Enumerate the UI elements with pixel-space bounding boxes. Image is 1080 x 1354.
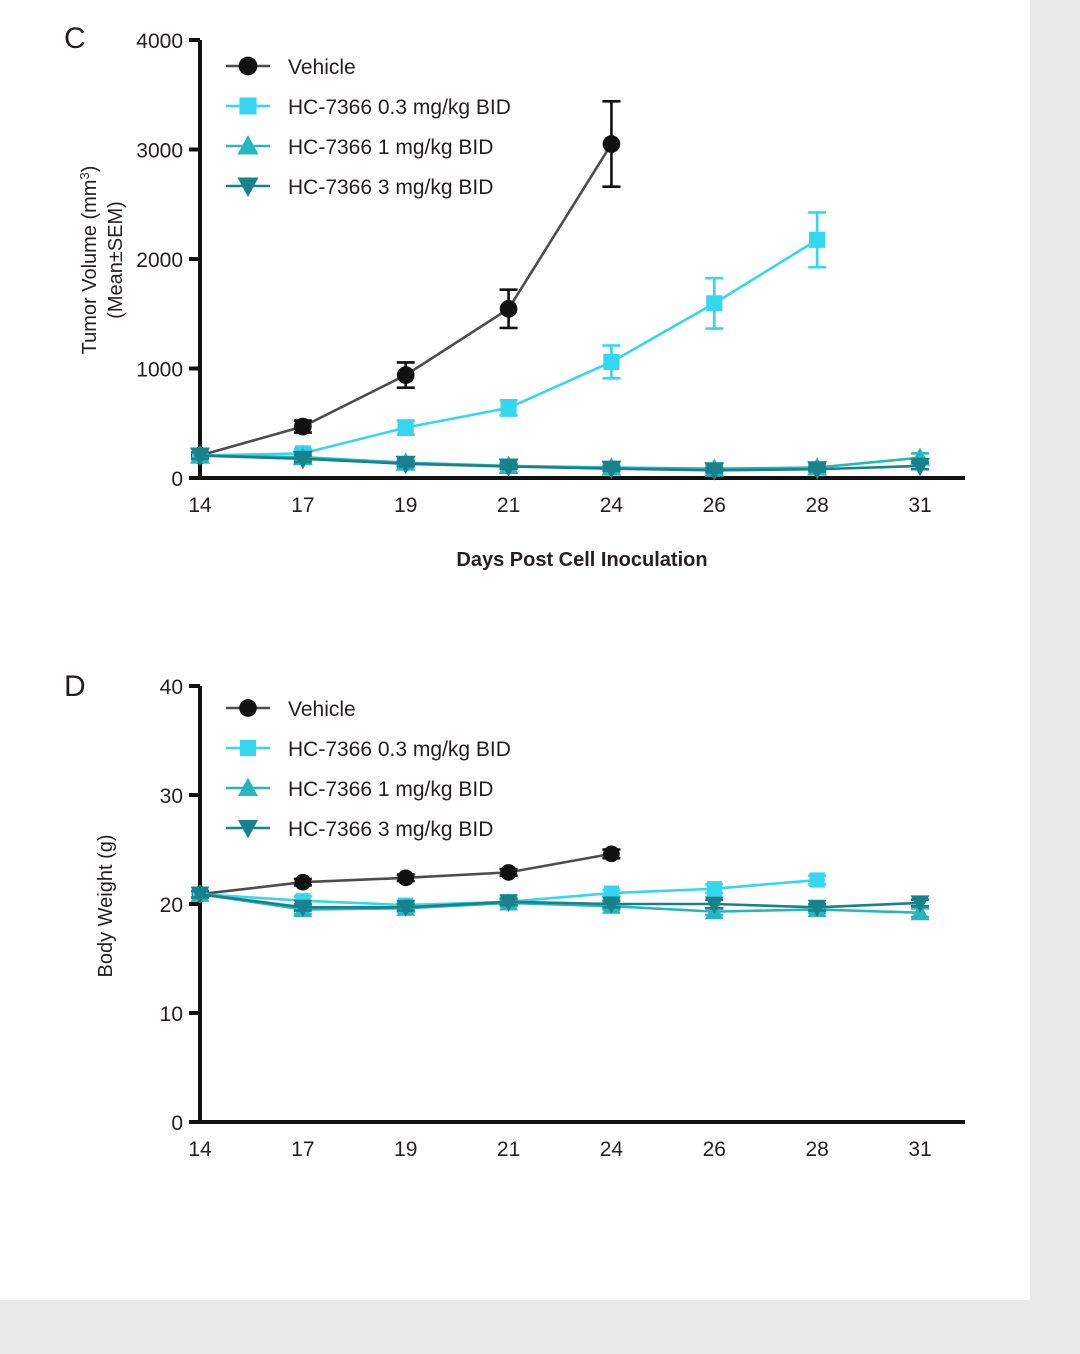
data-point-marker (239, 699, 257, 717)
data-point-marker (500, 400, 516, 416)
data-point-marker (294, 418, 312, 436)
y-tick-label: 0 (171, 468, 183, 491)
x-tick-label: 21 (496, 494, 521, 517)
x-tick-label: 28 (805, 494, 829, 517)
x-tick-label: 14 (188, 1138, 212, 1161)
svg-text:(Mean±SEM): (Mean±SEM) (105, 201, 127, 319)
y-tick-label: 40 (159, 676, 183, 699)
data-point-marker (240, 740, 256, 756)
legend-label: HC-7366 1 mg/kg BID (288, 136, 494, 159)
tumor-volume-chart (0, 0, 1030, 640)
data-point-marker (397, 366, 415, 384)
data-point-marker (500, 300, 518, 318)
y-axis-title (77, 166, 128, 355)
y-axis-title (95, 834, 117, 977)
x-tick-label: 26 (702, 1138, 726, 1161)
legend-label: HC-7366 0.3 mg/kg BID (288, 96, 511, 119)
body-weight-chart (0, 650, 1030, 1210)
legend-label: Vehicle (288, 698, 356, 721)
x-tick-label: 19 (394, 1138, 418, 1161)
x-axis-title: Days Post Cell Inoculation (456, 549, 708, 571)
legend-label: Vehicle (288, 56, 356, 79)
data-point-marker (398, 420, 414, 436)
x-tick-label: 17 (291, 494, 315, 517)
svg-text:Tumor Volume (mm3): Tumor Volume $(mm^3)$ (76, 165, 101, 355)
x-tick-label: 31 (908, 494, 932, 517)
x-tick-label: 14 (188, 494, 212, 517)
data-point-marker (239, 57, 258, 76)
y-tick-label: 20 (159, 894, 183, 917)
x-tick-label: 28 (805, 1138, 829, 1161)
y-tick-label: 1000 (136, 358, 183, 382)
data-point-marker (397, 870, 414, 887)
data-point-marker (809, 232, 825, 248)
svg-text:Body Weight (g): Body Weight (g) (95, 834, 117, 978)
x-tick-label: 21 (496, 1138, 521, 1161)
data-point-marker (239, 97, 256, 114)
x-tick-label: 24 (599, 494, 624, 517)
y-tick-label: 30 (159, 785, 183, 808)
x-tick-label: 17 (291, 1138, 315, 1161)
panel-body-weight (0, 650, 1030, 1210)
series-line (200, 240, 817, 456)
x-tick-label: 31 (908, 1138, 932, 1161)
data-point-marker (706, 295, 722, 311)
panel-letter-d: D (64, 670, 86, 703)
panel-tumor-volume (0, 0, 1030, 640)
legend-label: HC-7366 3 mg/kg BID (288, 176, 494, 199)
x-tick-label: 26 (702, 494, 726, 517)
y-tick-label: 10 (159, 1003, 183, 1026)
data-point-marker (603, 354, 619, 370)
y-tick-label: 0 (171, 1112, 183, 1135)
y-tick-label: 4000 (136, 30, 183, 53)
y-tick-label: 3000 (136, 139, 183, 163)
data-point-marker (603, 135, 621, 153)
data-point-marker (603, 846, 620, 863)
panel-letter-c: C (64, 22, 86, 55)
legend-label: HC-7366 1 mg/kg BID (288, 778, 494, 801)
y-tick-label: 2000 (136, 249, 183, 272)
x-tick-label: 19 (394, 494, 418, 517)
legend-label: HC-7366 3 mg/kg BID (288, 818, 494, 841)
data-point-marker (810, 872, 825, 887)
data-point-marker (500, 864, 517, 881)
legend-label: HC-7366 0.3 mg/kg BID (288, 738, 511, 761)
data-point-marker (295, 874, 312, 891)
data-point-marker (707, 881, 722, 896)
x-tick-label: 24 (599, 1138, 624, 1161)
